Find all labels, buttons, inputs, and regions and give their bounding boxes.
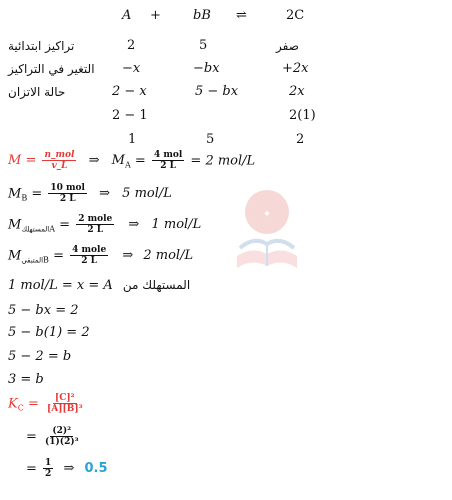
subscript-a: A: [124, 160, 131, 170]
cell-eq-b: 5 − bx: [195, 84, 239, 99]
equation-line: 5 − b(1) = 2: [8, 325, 90, 340]
moles-consumed: 2 mole: [78, 214, 113, 224]
cell-change-b: −bx: [193, 61, 220, 76]
formula-denominator: v_L: [51, 161, 68, 172]
kc-denominator: [A][B]³: [47, 404, 83, 415]
consumed-from-label: المستهلك من: [122, 278, 191, 292]
x-value-line: [8, 278, 190, 293]
implies-arrow: ⇒: [63, 461, 75, 477]
equation-line: 5 − 2 = b: [8, 349, 72, 364]
cell-sub-c: 2(1): [289, 108, 316, 123]
book-logo-icon: [232, 186, 302, 281]
sub-numerator: (2)²: [52, 426, 72, 436]
moles-a: 4 mol: [153, 150, 183, 160]
molarity-symbol: M: [8, 248, 22, 264]
subscript-b: B: [43, 255, 49, 265]
cell-change-c: +2x: [282, 61, 309, 76]
result-denominator: 2: [45, 469, 52, 480]
molarity-b-line: $M_B$ = $\frac{\text{10 mol}}{2 L}$ ⇒ 5 mol/L: [8, 183, 172, 205]
volume: 2 L: [59, 194, 76, 205]
svg-text:✦: ✦: [262, 209, 272, 220]
implies-arrow: ⇒: [128, 217, 140, 233]
remaining-molarity-value: 2 mol/L: [143, 248, 194, 264]
cell-sub-a: 2 − 1: [112, 108, 148, 123]
row-label-change: التغير في التراكيز: [8, 62, 95, 76]
molarity-symbol: M: [8, 217, 22, 233]
species-b: bB: [193, 8, 211, 23]
sub-denominator: (1)(2)³: [45, 437, 79, 448]
x-equals-text: 1 mol/L = x = A: [8, 278, 113, 293]
implies-arrow: ⇒: [99, 186, 111, 202]
kc-result-line: = $\frac{1}{2}$ ⇒ 0.5: [26, 458, 108, 480]
cell-final-b: 5: [206, 132, 215, 147]
moles-b: 10 mol: [50, 183, 85, 193]
species-c: 2C: [286, 8, 305, 23]
molarity-b-value: 5 mol/L: [122, 186, 172, 202]
formula-numerator: n_mol: [44, 150, 75, 160]
kc-formula: $K_C$ = $\frac{\text{[C]²}}{\text{[A][B]³}}$: [8, 393, 83, 415]
kc-numerator: [C]²: [54, 393, 75, 403]
remaining-molarity-line: $M_{المتبقيB}$ = $\frac{\text{4 mole}}{2 L}$ ⇒ 2 mol/L: [8, 245, 194, 267]
molarity-formula: M = $\frac{\text{n\_mol}}{v\_L}$: [8, 150, 75, 172]
volume: 2 L: [160, 161, 176, 172]
equilibrium-arrow: ⇌: [236, 8, 247, 23]
volume: 2 L: [87, 225, 104, 236]
implies-arrow: ⇒: [88, 153, 100, 169]
cell-initial-b: 5: [199, 38, 208, 53]
result-numerator: 1: [45, 458, 52, 468]
species-a: A: [122, 8, 132, 23]
row-label-equilibrium: حالة الاتزان: [8, 85, 66, 99]
cell-final-c: 2: [296, 132, 305, 147]
subscript-b: B: [21, 193, 28, 203]
molarity-b-symbol: M: [8, 186, 22, 202]
cell-eq-a: 2 − x: [112, 84, 147, 99]
consumed-label: المستهلك: [21, 225, 50, 234]
equation-line: 5 − bx = 2: [8, 303, 79, 318]
subscript-a: A: [49, 224, 56, 234]
molarity-symbol: M: [8, 153, 22, 169]
plus-sign: +: [150, 8, 161, 23]
cell-eq-c: 2x: [289, 84, 305, 99]
consumed-molarity-line: $M_{المستهلكA}$ = $\frac{\text{2 mole}}{2 L}$ ⇒ 1 mol/L: [8, 214, 202, 236]
subscript-c: C: [17, 403, 24, 413]
cell-final-a: 1: [128, 132, 137, 147]
remaining-label: المتبقي: [21, 256, 44, 265]
moles-remaining: 4 mole: [72, 245, 107, 255]
molarity-a-value: = 2 mol/L: [190, 153, 256, 169]
kc-substitution: = $\frac{\text{(2)²}}{\text{(1)(2)³}}$: [26, 426, 79, 448]
row-label-initial: تراكيز ابتدائية: [8, 39, 75, 53]
molarity-a-symbol: M: [111, 153, 125, 169]
cell-initial-c: صفر: [276, 39, 299, 53]
kc-symbol: K: [8, 396, 18, 412]
consumed-molarity-value: 1 mol/L: [151, 217, 202, 233]
cell-change-a: −x: [122, 61, 141, 76]
implies-arrow: ⇒: [122, 248, 134, 264]
volume: 2 L: [81, 256, 98, 267]
equation-line: 3 = b: [8, 372, 44, 387]
kc-value: 0.5: [84, 461, 108, 477]
molarity-formula-line: M = $\frac{\text{n\_mol}}{v\_L}$ ⇒ $M_A$ = $\frac{\text{4 mol}}{2 L}$ = 2 mol/L: [8, 150, 256, 172]
cell-initial-a: 2: [127, 38, 136, 53]
